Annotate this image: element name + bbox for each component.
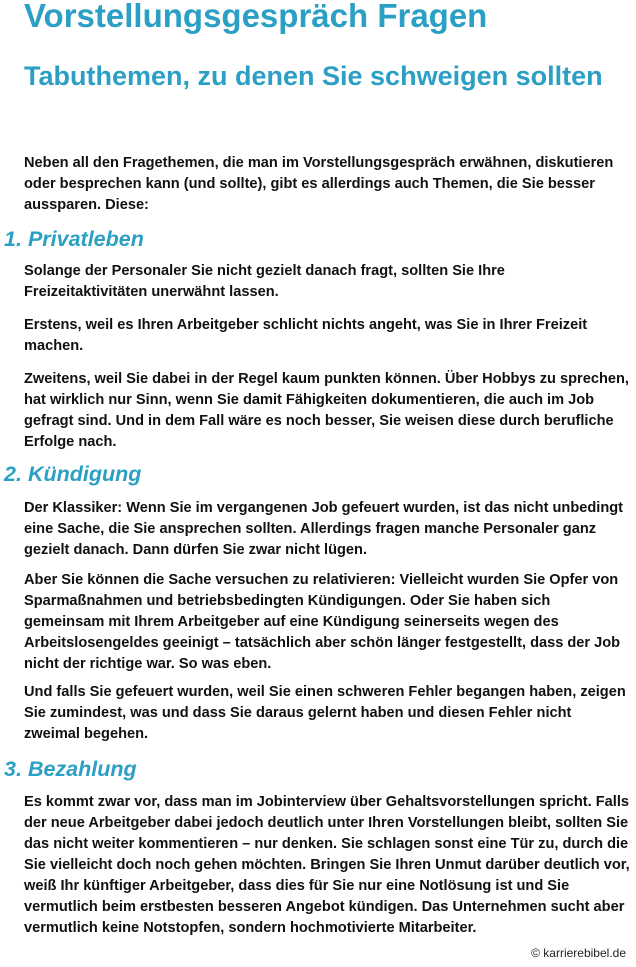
section-number: 3. (4, 757, 22, 781)
section-heading-kuendigung (4, 460, 141, 488)
page-title: Vorstellungsgespräch Fragen (24, 0, 488, 34)
section-heading-bezahlung (4, 755, 137, 783)
paragraph-privatleben-1: Solange der Personaler Sie nicht gezielt danach fragt, sollten Sie Ihre Freizeitaktivitäten unerwähnt lassen. (24, 263, 505, 300)
section-number: 2. (4, 462, 22, 486)
section-heading-privatleben (4, 225, 144, 253)
intro-paragraph: Neben all den Fragethemen, die man im Vorstellungsgespräch erwähnen, diskutieren oder besprechen kann (und sollte), gibt es allerdings auch Themen, die Sie besser aussparen. Diese: (24, 155, 614, 213)
section-number: 1. (4, 227, 22, 251)
section-title: Privatleben (27, 227, 144, 251)
paragraph-kuendigung-2: Aber Sie können die Sache versuchen zu relativieren: Vielleicht wurden Sie Opfer von Sparmaßnahmen und betriebsbedingten Kündigungen. Oder Sie haben sich gemeinsam mit Ihrem Arbeitgeber auf eine Kündigung seinerseits wegen des Arbeitslosengeldes geeinigt – tatsächlich aber schön länger festgestellt, dass der Job nicht der richtige war. So was eben. (24, 572, 621, 672)
paragraph-privatleben-2: Erstens, weil es Ihren Arbeitgeber schlicht nichts angeht, was Sie in Ihrer Freizeit machen. (24, 317, 588, 354)
paragraph-kuendigung-1: Der Klassiker: Wenn Sie im vergangenen Job gefeuert wurden, ist das nicht unbedingt eine Sache, die Sie ansprechen sollten. Allerdings fragen manche Personaler ganz gezielt danach. Dann dürfen Sie zwar nicht lügen. (24, 500, 624, 558)
paragraph-privatleben-3: Zweitens, weil Sie dabei in der Regel kaum punkten können. Über Hobbys zu sprechen, hat wirklich nur Sinn, wenn Sie damit Fähigkeiten dokumentieren, die auch im Job gefragt sind. Und in dem Fall wäre es noch besser, Sie weisen diese durch berufliche Erfolge nach. (24, 371, 629, 450)
copyright-notice: © karrierebibel.de (531, 946, 626, 960)
paragraph-kuendigung-3: Und falls Sie gefeuert wurden, weil Sie einen schweren Fehler begangen haben, zeigen Sie zumindest, was und dass Sie daraus gelernt haben und diesen Fehler nicht zweimal begehen. (24, 684, 626, 742)
page-subtitle: Tabuthemen, zu denen Sie schweigen sollten (24, 61, 603, 91)
section-title: Kündigung (27, 462, 142, 486)
paragraph-bezahlung-1: Es kommt zwar vor, dass man im Jobinterview über Gehaltsvorstellungen spricht. Falls der neue Arbeitgeber dabei jedoch deutlich unter Ihren Vorstellungen bleibt, sollten Sie das nicht weiter kommentieren – nur denken. Sie schlagen sonst eine Tür zu, durch die Sie vielleicht doch noch gehen möchten. Bringen Sie Ihren Unmut darüber deutlich vor, weiß Ihr künftiger Arbeitgeber, dass dies für Sie nur eine Notlösung ist und Sie vermutlich beim erstbesten besseren Angebot kündigen. Das Unternehmen sucht aber vermutlich keine Notstopfen, sondern hochmotivierte Mitarbeiter. (24, 794, 630, 936)
section-title: Bezahlung (27, 757, 137, 781)
